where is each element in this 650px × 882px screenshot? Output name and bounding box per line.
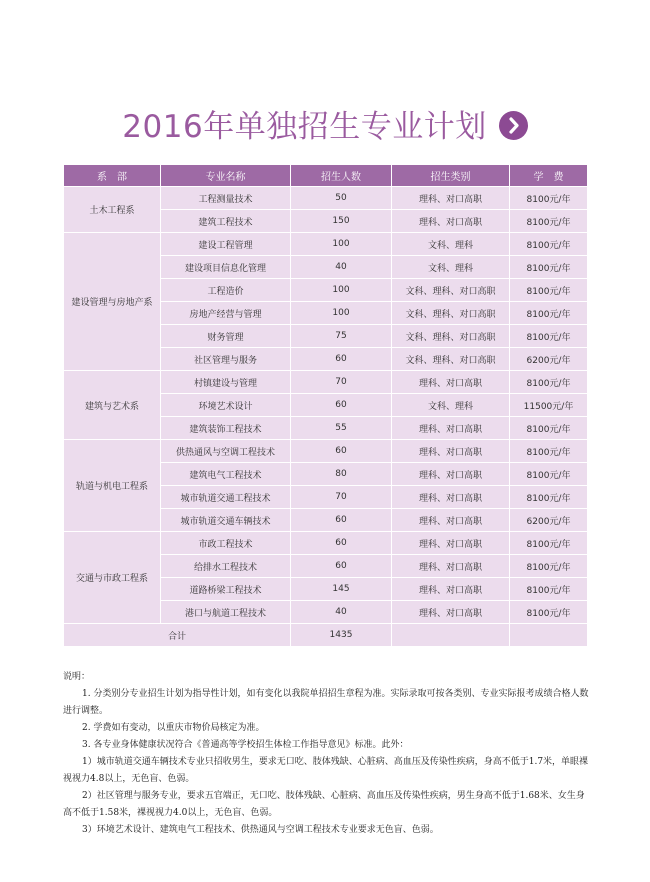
total-empty-cell [510,624,588,647]
count-cell: 50 [291,187,392,210]
count-cell: 40 [291,601,392,624]
category-cell: 文科、理科 [392,233,510,256]
category-cell: 理科、对口高职 [392,463,510,486]
fee-cell: 8100元/年 [510,532,588,555]
category-cell: 文科、理科、对口高职 [392,302,510,325]
category-cell: 理科、对口高职 [392,578,510,601]
fee-cell: 8100元/年 [510,417,588,440]
total-label: 合计 [64,624,291,647]
fee-cell: 8100元/年 [510,187,588,210]
category-cell: 理科、对口高职 [392,210,510,233]
count-cell: 150 [291,210,392,233]
category-cell: 理科、对口高职 [392,509,510,532]
count-cell: 60 [291,348,392,371]
notes-heading: 说明： [63,672,91,682]
count-cell: 60 [291,440,392,463]
fee-cell: 8100元/年 [510,233,588,256]
fee-cell: 8100元/年 [510,486,588,509]
header-count: 招生人数 [291,165,392,187]
fee-cell: 8100元/年 [510,463,588,486]
fee-cell: 8100元/年 [510,578,588,601]
major-cell: 供热通风与空调工程技术 [161,440,291,463]
table-row [64,233,588,256]
total-row [64,624,588,647]
major-cell: 港口与航道工程技术 [161,601,291,624]
count-cell: 80 [291,463,392,486]
major-cell: 环境艺术设计 [161,394,291,417]
count-cell: 100 [291,279,392,302]
major-cell: 村镇建设与管理 [161,371,291,394]
fee-cell: 8100元/年 [510,371,588,394]
note-item: 1）城市轨道交通车辆技术专业只招收男生，要求无口吃、肢体残缺、心脏病、高血压及传染性疾病，身高不低于1.7米，单眼裸视视力4.8以上，无色盲、色弱。 [63,757,589,784]
major-cell: 建设工程管理 [161,233,291,256]
major-cell: 房地产经营与管理 [161,302,291,325]
major-cell: 道路桥梁工程技术 [161,578,291,601]
header-major: 专业名称 [161,165,291,187]
dept-cell: 土木工程系 [64,187,161,233]
fee-cell: 8100元/年 [510,555,588,578]
fee-cell: 8100元/年 [510,325,588,348]
count-cell: 75 [291,325,392,348]
dept-cell: 交通与市政工程系 [64,532,161,624]
major-cell: 城市轨道交通工程技术 [161,486,291,509]
fee-cell: 8100元/年 [510,440,588,463]
dept-cell: 轨道与机电工程系 [64,440,161,532]
category-cell: 理科、对口高职 [392,371,510,394]
count-cell: 40 [291,256,392,279]
note-item: 3. 各专业身体健康状况符合《普通高等学校招生体检工作指导意见》标准。此外： [82,740,409,750]
total-count: 1435 [291,624,392,647]
count-cell: 70 [291,371,392,394]
count-cell: 55 [291,417,392,440]
note-item: 1. 分类别分专业招生计划为指导性计划，如有变化以我院单招招生章程为准。实际录取可按各类别、专业实际报考成绩合格人数进行调整。 [63,689,589,716]
category-cell: 理科、对口高职 [392,417,510,440]
major-cell: 给排水工程技术 [161,555,291,578]
table-header-row [64,165,588,187]
major-cell: 建筑工程技术 [161,210,291,233]
chevron-right-circle-icon[interactable] [499,111,528,140]
fee-cell: 8100元/年 [510,279,588,302]
category-cell: 理科、对口高职 [392,555,510,578]
category-cell: 理科、对口高职 [392,601,510,624]
dept-cell: 建设管理与房地产系 [64,233,161,371]
fee-cell: 8100元/年 [510,601,588,624]
notes-section [63,669,590,839]
major-cell: 工程造价 [161,279,291,302]
category-cell: 文科、理科、对口高职 [392,348,510,371]
count-cell: 60 [291,555,392,578]
category-cell: 文科、理科 [392,256,510,279]
note-item: 2. 学费如有变动，以重庆市物价局核定为准。 [82,723,265,733]
category-cell: 理科、对口高职 [392,440,510,463]
fee-cell: 6200元/年 [510,348,588,371]
header-category: 招生类别 [392,165,510,187]
major-cell: 建筑装饰工程技术 [161,417,291,440]
total-empty-cell [392,624,510,647]
fee-cell: 8100元/年 [510,256,588,279]
category-cell: 理科、对口高职 [392,532,510,555]
table-row [64,532,588,555]
category-cell: 文科、理科 [392,394,510,417]
major-cell: 市政工程技术 [161,532,291,555]
major-cell: 建设项目信息化管理 [161,256,291,279]
count-cell: 100 [291,233,392,256]
major-cell: 城市轨道交通车辆技术 [161,509,291,532]
major-cell: 建筑电气工程技术 [161,463,291,486]
fee-cell: 11500元/年 [510,394,588,417]
category-cell: 理科、对口高职 [392,486,510,509]
table-row [64,187,588,210]
dept-cell: 建筑与艺术系 [64,371,161,440]
category-cell: 文科、理科、对口高职 [392,325,510,348]
table-row [64,440,588,463]
count-cell: 60 [291,532,392,555]
count-cell: 100 [291,302,392,325]
category-cell: 理科、对口高职 [392,187,510,210]
page-title: 2016年单独招生专业计划 [122,108,487,145]
count-cell: 60 [291,509,392,532]
count-cell: 60 [291,394,392,417]
note-item: 2）社区管理与服务专业，要求五官端正，无口吃、肢体残缺、心脏病、高血压及传染性疾病，男生身高不低于1.68米、女生身高不低于1.58米，裸视视力4.0以上，无色盲、色弱。 [63,791,585,818]
header-fee: 学 费 [510,165,588,187]
category-cell: 文科、理科、对口高职 [392,279,510,302]
fee-cell: 8100元/年 [510,210,588,233]
fee-cell: 6200元/年 [510,509,588,532]
major-cell: 社区管理与服务 [161,348,291,371]
major-cell: 财务管理 [161,325,291,348]
fee-cell: 8100元/年 [510,302,588,325]
table-row [64,371,588,394]
header-dept: 系 部 [64,165,161,187]
count-cell: 145 [291,578,392,601]
count-cell: 70 [291,486,392,509]
note-item: 3）环境艺术设计、建筑电气工程技术、供热通风与空调工程技术专业要求无色盲、色弱。 [82,825,439,835]
enrollment-plan-table [63,164,588,647]
major-cell: 工程测量技术 [161,187,291,210]
title-bar [0,101,650,145]
